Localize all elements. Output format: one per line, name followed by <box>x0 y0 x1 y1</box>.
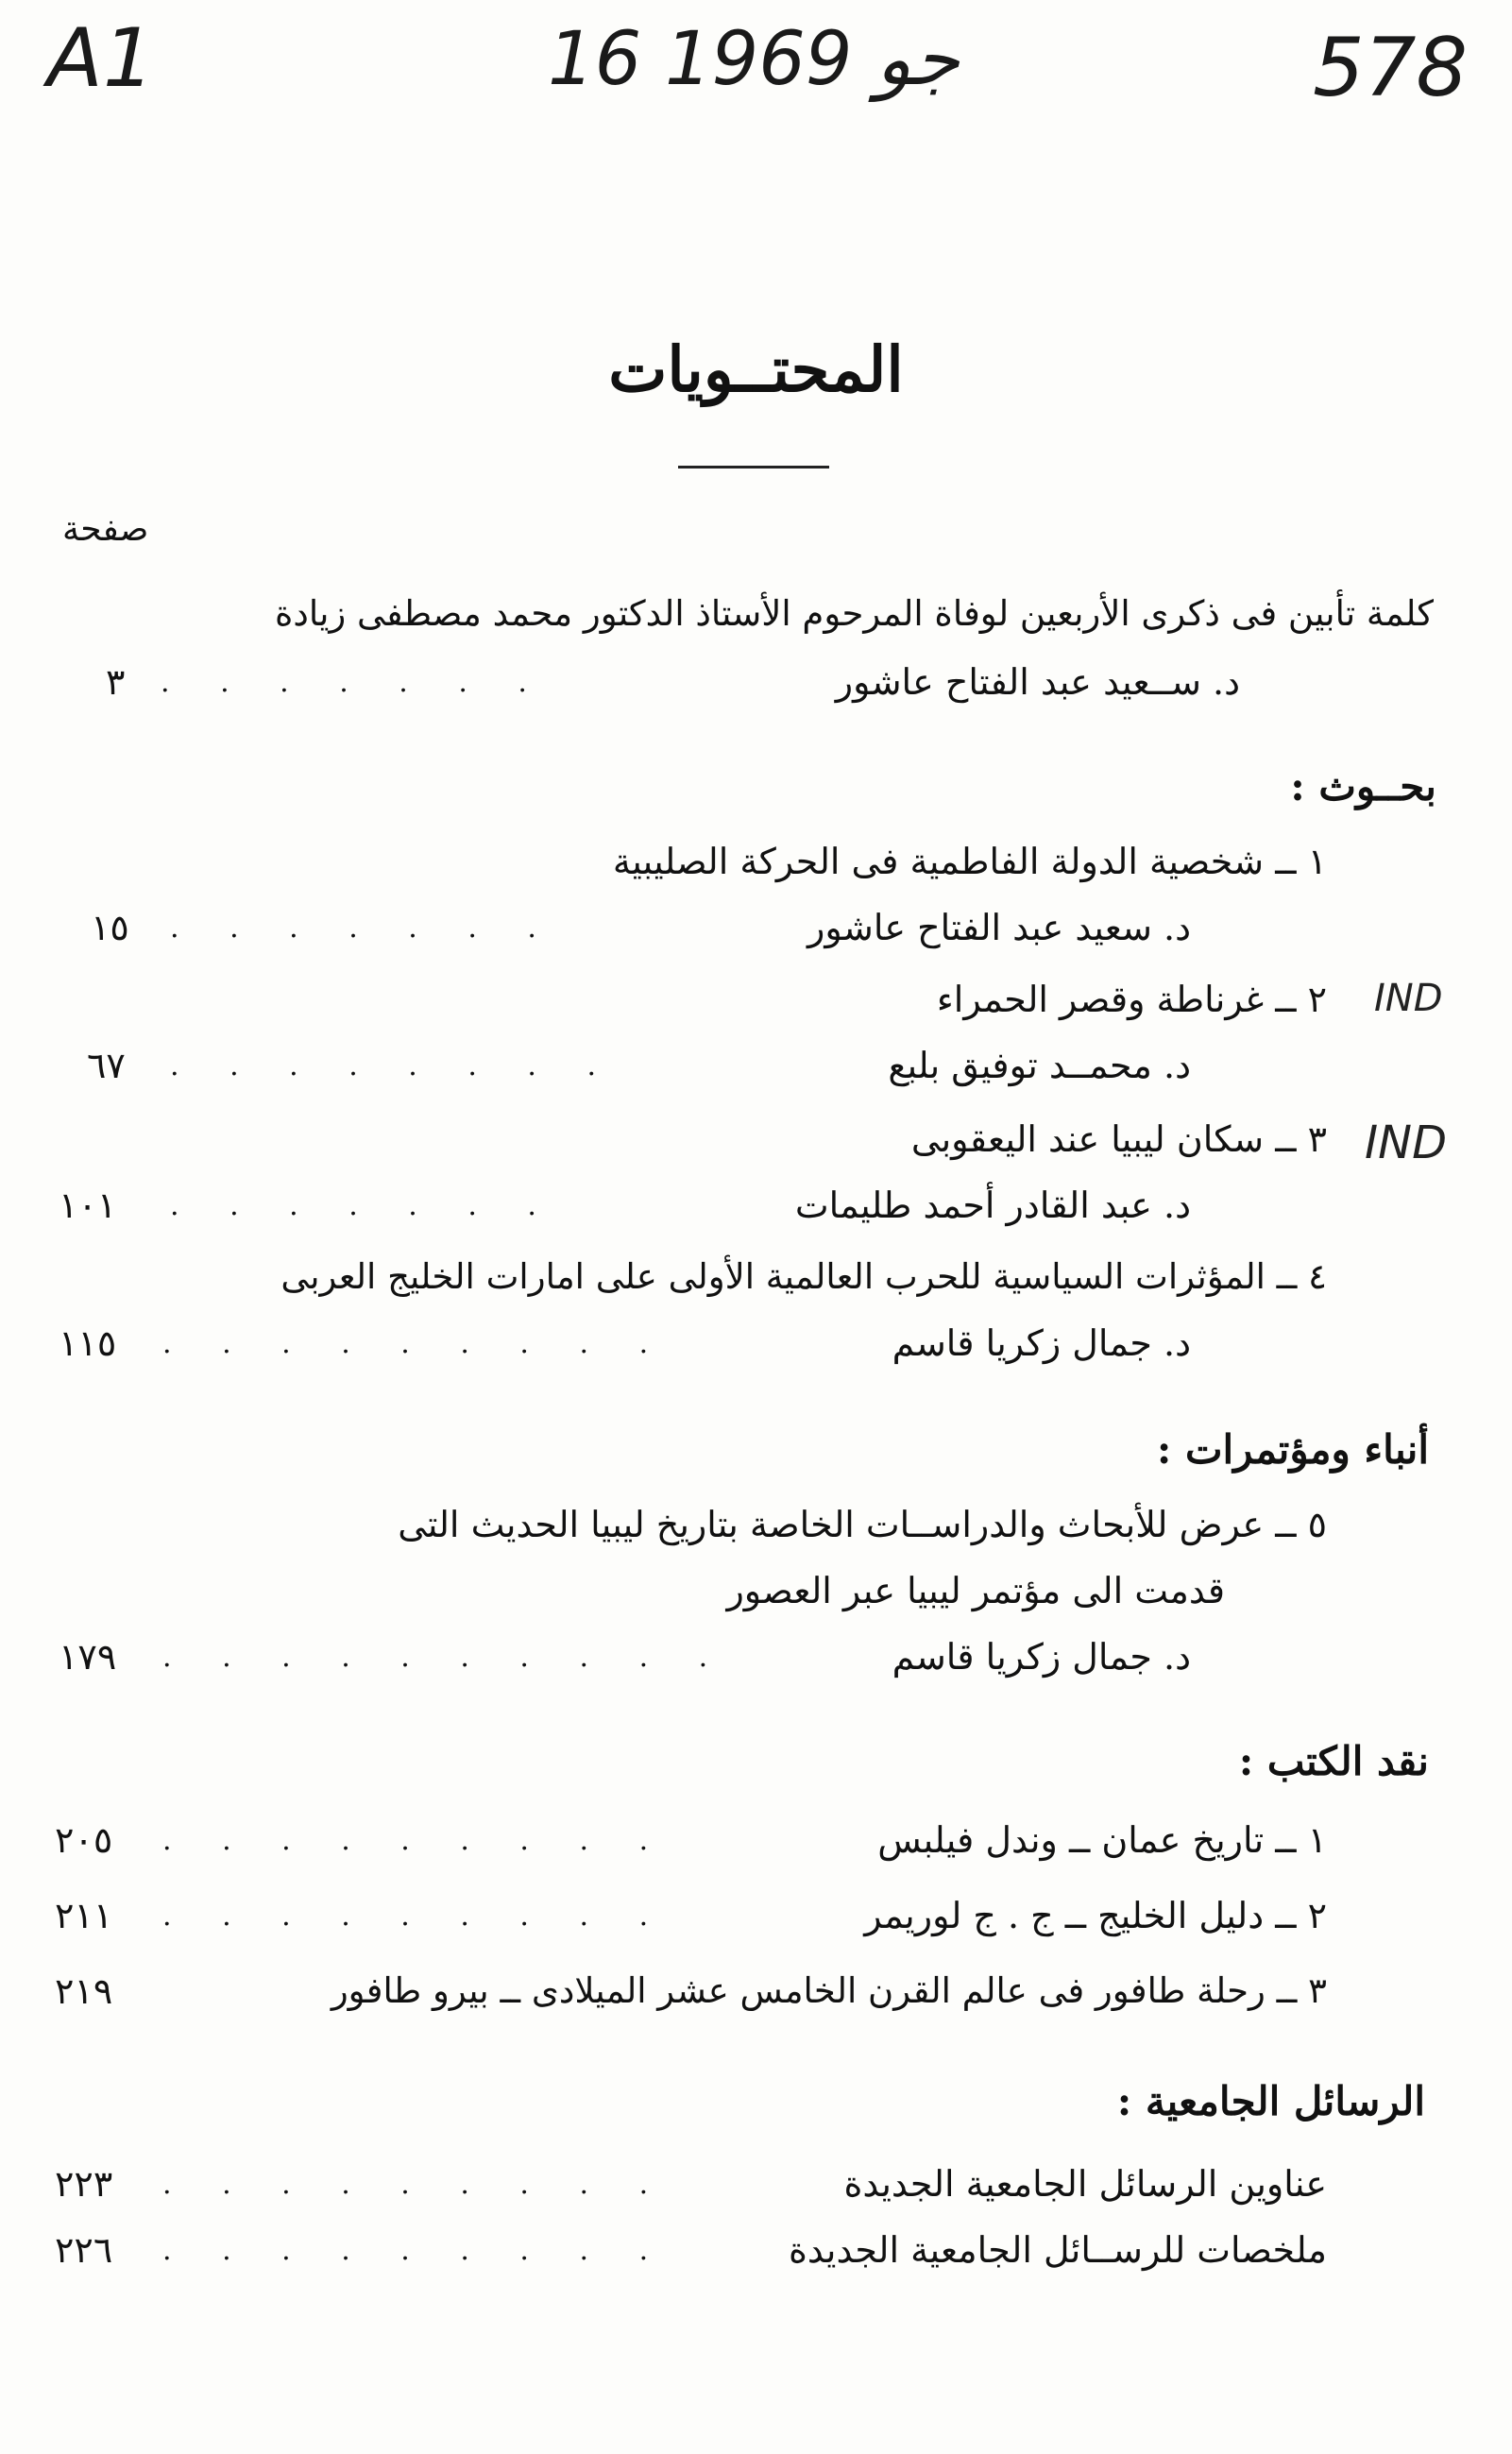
review-item-2-title: ٢ ــ دليل الخليج ــ ج . ج لوريمر <box>864 1895 1327 1936</box>
research-item-3-title: ٣ ــ سكان ليبيا عند اليعقوبى <box>910 1118 1327 1160</box>
leader-dots: . . . . . . . . . . <box>162 1641 729 1674</box>
review-item-1-page: ٢٠٥ <box>55 1819 113 1861</box>
leader-dots: . . . . . . . . . <box>162 1900 670 1933</box>
research-item-4-author: د. جمال زكريا قاسم <box>892 1322 1191 1364</box>
research-item-2-title: ٢ ــ غرناطة وقصر الحمراء <box>936 979 1327 1020</box>
research-item-4-page: ١١٥ <box>59 1322 117 1364</box>
leader-dots: . . . . . . . . . <box>162 1824 670 1857</box>
review-item-2-page: ٢١١ <box>55 1895 113 1936</box>
leader-dots: . . . . . . . . . <box>162 1327 670 1360</box>
news-item-line-1: ٥ ــ عرض للأبحاث والدراســات الخاصة بتاريخ ليبيا الحديث التى <box>398 1504 1327 1545</box>
review-item-1-title: ١ ــ تاريخ عمان ــ وندل فيلبس <box>877 1819 1327 1861</box>
research-item-2-page: ٦٧ <box>87 1045 126 1086</box>
research-item-1-author: د. سعيد عبد الفتاح عاشور <box>807 907 1191 948</box>
research-item-1-title: ١ ــ شخصية الدولة الفاطمية فى الحركة الصليبية <box>612 841 1327 882</box>
page-column-label: صفحة <box>62 510 149 549</box>
theses-heading: الرسائل الجامعية : <box>1116 2078 1425 2124</box>
leader-dots: . . . . . . . <box>170 912 557 945</box>
reviews-heading: نقد الكتب : <box>1238 1738 1429 1784</box>
eulogy-page: ٣ <box>106 661 126 703</box>
page-title: المحتــويات <box>608 332 904 406</box>
research-item-1-page: ١٥ <box>91 907 129 948</box>
research-item-2-note: IND <box>1374 977 1443 1020</box>
eulogy-author: د. ســعيد عبد الفتاح عاشور <box>835 661 1240 703</box>
thesis-item-1-title: عناوين الرسائل الجامعية الجديدة <box>843 2163 1327 2205</box>
eulogy-title: كلمة تأبين فى ذكرى الأربعين لوفاة المرحوم الأستاذ الدكتور محمد مصطفى زيادة <box>274 593 1434 634</box>
leader-dots: . . . . . . . . . <box>162 2234 670 2267</box>
research-item-3-note: IND <box>1365 1116 1448 1169</box>
review-item-3-page: ٢١٩ <box>55 1970 113 2012</box>
research-item-2-author: د. محمــد توفيق بلبع <box>888 1045 1191 1086</box>
research-item-3-page: ١٠١ <box>59 1184 117 1226</box>
leader-dots: . . . . . . . . . <box>162 2168 670 2201</box>
handwritten-code: A1 <box>47 11 155 106</box>
research-item-3-author: د. عبد القادر أحمد طليمات <box>794 1184 1191 1226</box>
title-underline <box>678 466 829 469</box>
handwritten-date: 16 جو 1969 <box>548 17 960 102</box>
news-item-page: ١٧٩ <box>59 1636 117 1678</box>
news-item-line-2: قدمت الى مؤتمر ليبيا عبر العصور <box>726 1570 1225 1611</box>
thesis-item-1-page: ٢٢٣ <box>55 2163 113 2205</box>
leader-dots: . . . . . . . <box>170 1189 557 1222</box>
news-heading: أنباء ومؤتمرات : <box>1156 1426 1429 1473</box>
news-item-author: د. جمال زكريا قاسم <box>892 1636 1191 1678</box>
leader-dots: . . . . . . . <box>161 666 548 699</box>
thesis-item-2-title: ملخصات للرســائل الجامعية الجديدة <box>789 2229 1327 2271</box>
thesis-item-2-page: ٢٢٦ <box>55 2229 113 2271</box>
handwritten-number: 578 <box>1313 21 1469 115</box>
leader-dots: . . . . . . . . <box>170 1049 618 1082</box>
review-item-3-title: ٣ ــ رحلة طافور فى عالم القرن الخامس عشر الميلادى ــ بيرو طافور <box>331 1970 1327 2011</box>
research-heading: بحــوث : <box>1290 763 1436 809</box>
research-item-4-title: ٤ ــ المؤثرات السياسية للحرب العالمية الأولى على امارات الخليج العربى <box>280 1256 1327 1297</box>
